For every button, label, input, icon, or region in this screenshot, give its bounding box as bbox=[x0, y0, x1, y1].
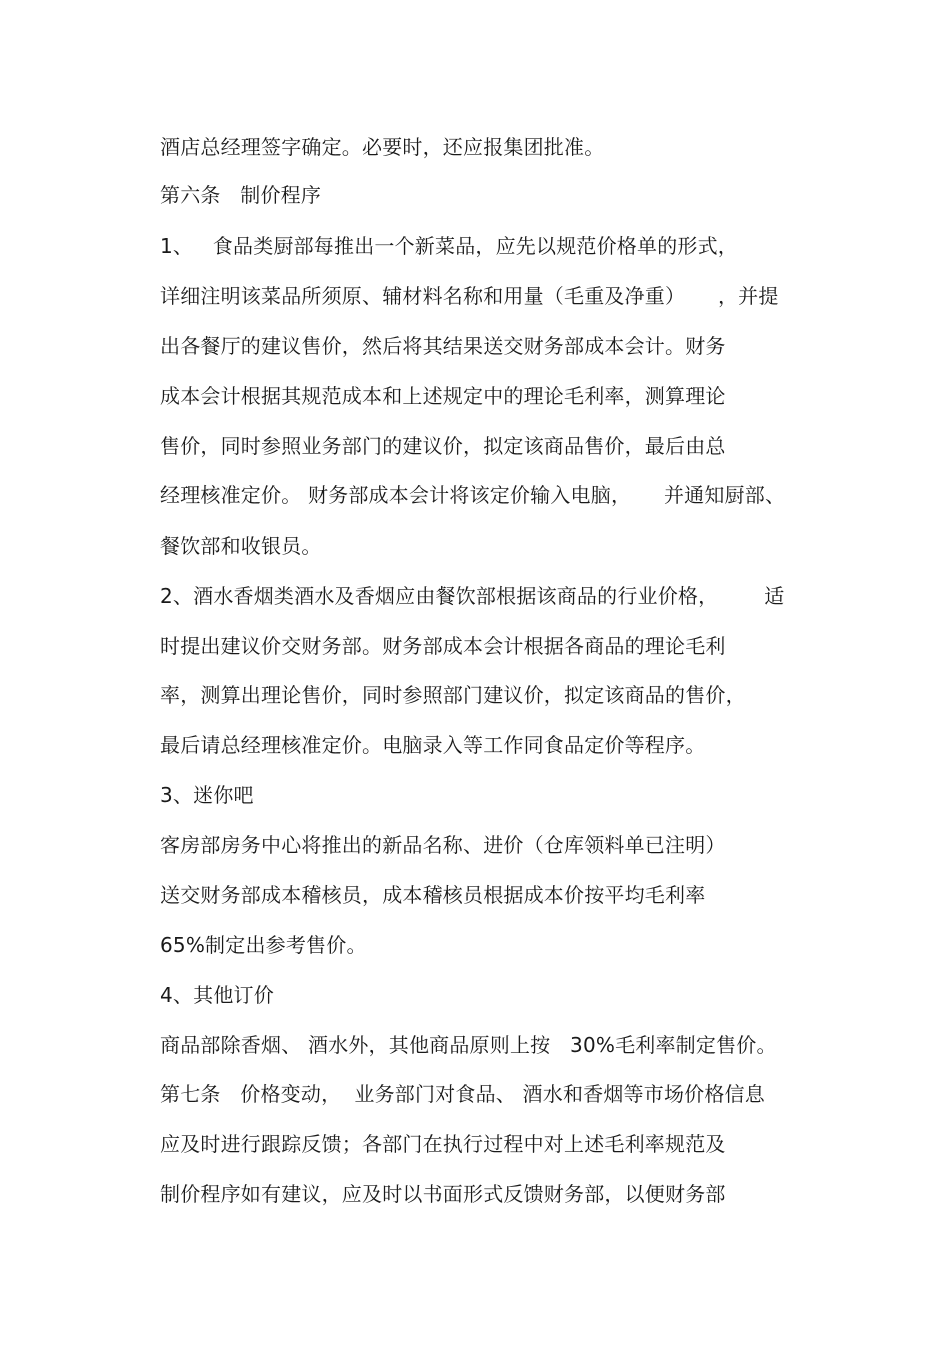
text-line-17: 65%制定出参考售价。 bbox=[160, 933, 367, 957]
text-line-22: 制价程序如有建议，应及时以书面形式反馈财务部，以便财务部 bbox=[160, 1182, 726, 1206]
text-line-18: 4、其他订价 bbox=[160, 983, 274, 1007]
text-line-1: 酒店总经理签字确定。必要时，还应报集团批准。 bbox=[160, 135, 605, 159]
text-line-4: 详细注明该菜品所须原、辅材料名称和用量（毛重及净重） ，并提 bbox=[160, 284, 779, 308]
text-line-6: 成本会计根据其规范成本和上述规定中的理论毛利率，测算理论 bbox=[160, 384, 726, 408]
text-line-3: 1、 食品类厨部每推出一个新菜品，应先以规范价格单的形式， bbox=[160, 234, 738, 258]
text-line-14: 3、迷你吧 bbox=[160, 783, 254, 807]
text-line-15: 客房部房务中心将推出的新品名称、进价（仓库领料单已注明） bbox=[160, 833, 726, 857]
text-line-20: 第七条 价格变动， 业务部门对食品、 酒水和香烟等市场价格信息 bbox=[160, 1082, 765, 1106]
text-line-8: 经理核准定价。 财务部成本会计将该定价输入电脑， 并通知厨部、 bbox=[160, 483, 786, 507]
text-line-11: 时提出建议价交财务部。财务部成本会计根据各商品的理论毛利 bbox=[160, 634, 726, 658]
text-line-16: 送交财务部成本稽核员，成本稽核员根据成本价按平均毛利率 bbox=[160, 883, 706, 907]
text-line-19: 商品部除香烟、 酒水外，其他商品原则上按 30%毛利率制定售价。 bbox=[160, 1033, 777, 1057]
text-line-7: 售价，同时参照业务部门的建议价，拟定该商品售价，最后由总 bbox=[160, 434, 726, 458]
text-line-5: 出各餐厅的建议售价，然后将其结果送交财务部成本会计。财务 bbox=[160, 334, 726, 358]
text-line-12: 率，测算出理论售价，同时参照部门建议价，拟定该商品的售价， bbox=[160, 683, 746, 707]
text-line-10: 2、酒水香烟类酒水及香烟应由餐饮部根据该商品的行业价格， 适 bbox=[160, 584, 785, 608]
text-line-9: 餐饮部和收银员。 bbox=[160, 534, 322, 558]
text-line-21: 应及时进行跟踪反馈；各部门在执行过程中对上述毛利率规范及 bbox=[160, 1132, 726, 1156]
text-line-13: 最后请总经理核准定价。电脑录入等工作同食品定价等程序。 bbox=[160, 733, 706, 757]
text-line-2: 第六条 制价程序 bbox=[160, 183, 322, 207]
